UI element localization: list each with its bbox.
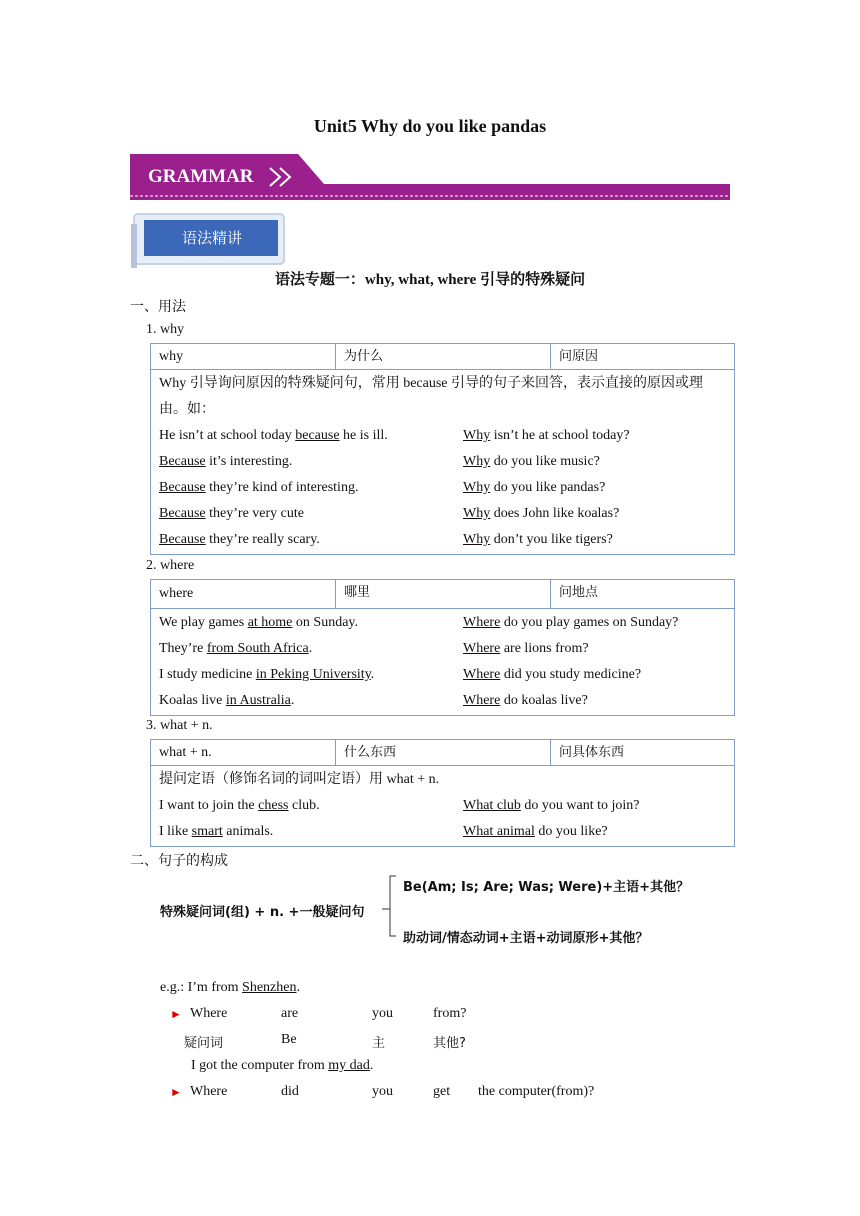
what-number: 3. what + n. <box>146 718 213 733</box>
question-word: Why <box>463 454 491 469</box>
question-sentence <box>463 636 589 662</box>
breakdown-1-wh: Where <box>190 1006 228 1021</box>
question-sentence <box>463 501 619 527</box>
question-word: Where <box>463 615 501 630</box>
what-header-word: what + n. <box>151 740 336 766</box>
answer-sentence <box>159 819 463 845</box>
question-rest: do you like music? <box>490 454 600 469</box>
example-1-pre: e.g.: I’m from <box>160 980 243 995</box>
question-sentence <box>463 793 640 819</box>
example-1 <box>160 980 300 996</box>
answer-underlined: at home <box>247 615 293 630</box>
question-word: What animal <box>463 824 535 839</box>
question-sentence <box>463 610 678 636</box>
formula-bottom: 助动词/情态动词+主语+动词原形+其他？ <box>403 931 649 946</box>
why-example-rows <box>159 423 726 553</box>
answer-underlined: from South Africa <box>206 641 309 656</box>
formula-left: 特殊疑问词(组) + n. +一般疑问句 <box>160 905 365 920</box>
question-rest: are lions from? <box>500 641 589 656</box>
example-row <box>159 688 726 714</box>
answer-sentence <box>159 475 463 501</box>
answer-post: club. <box>288 798 320 813</box>
answer-post: it’s interesting. <box>205 454 293 469</box>
topic-heading: 语法专题一：why, what, where 引导的特殊疑问 <box>274 272 586 288</box>
what-header-usage: 问具体东西 <box>551 740 735 766</box>
example-2-pre: I got the computer from <box>191 1058 329 1073</box>
where-example-rows <box>159 610 726 714</box>
example-row <box>159 501 726 527</box>
question-word: Where <box>463 667 501 682</box>
question-rest: do you play games on Sunday? <box>500 615 679 630</box>
breakdown-label-be: Be <box>281 1032 297 1047</box>
answer-sentence <box>159 610 463 636</box>
where-number: 2. where <box>146 558 195 573</box>
breakdown-label-subject: 主 <box>372 1036 386 1051</box>
answer-pre: We play games <box>159 615 248 630</box>
question-rest: do you want to join? <box>520 798 640 813</box>
question-rest: do you like? <box>534 824 608 839</box>
example-2-post: . <box>369 1058 374 1073</box>
question-rest: isn’t he at school today? <box>490 428 630 443</box>
question-sentence <box>463 423 630 449</box>
breakdown-2-verb: get <box>433 1084 451 1099</box>
question-word: Why <box>463 532 491 547</box>
why-number: 1. why <box>146 322 185 337</box>
bullet-arrow-icon: ► <box>170 1007 182 1021</box>
example-row <box>159 449 726 475</box>
breakdown-1-be: are <box>281 1006 299 1021</box>
question-sentence <box>463 688 588 714</box>
answer-underlined: smart <box>191 824 223 839</box>
question-rest: does John like koalas? <box>490 506 620 521</box>
breakdown-2-rest: the computer(from)? <box>478 1084 595 1099</box>
why-header-row <box>151 344 735 370</box>
why-table <box>150 343 735 555</box>
answer-underlined: Because <box>159 480 206 495</box>
answer-pre: They’re <box>159 641 207 656</box>
breakdown-2-wh: Where <box>190 1084 228 1099</box>
answer-underlined: chess <box>258 798 289 813</box>
question-word: Where <box>463 641 501 656</box>
answer-underlined: Because <box>159 532 206 547</box>
why-header-meaning: 为什么 <box>336 344 551 370</box>
question-rest: did you study medicine? <box>500 667 642 682</box>
answer-post: . <box>370 667 375 682</box>
question-word: Why <box>463 428 491 443</box>
answer-underlined: Because <box>159 506 206 521</box>
question-sentence <box>463 819 608 845</box>
why-header-word: why <box>151 344 336 370</box>
breakdown-1-subject: you <box>372 1006 393 1021</box>
answer-pre: Koalas live <box>159 693 226 708</box>
question-sentence <box>463 475 605 501</box>
what-header-meaning: 什么东西 <box>336 740 551 766</box>
question-word: Where <box>463 693 501 708</box>
example-row <box>159 636 726 662</box>
example-2 <box>191 1058 373 1074</box>
question-word: What club <box>463 798 521 813</box>
formula-top: Be(Am; Is; Are; Was; Were)+主语+其他？ <box>403 880 690 895</box>
what-description: 提问定语（修饰名词的词叫定语）用 what + n. <box>159 772 440 787</box>
answer-post: . <box>290 693 295 708</box>
why-header-usage: 问原因 <box>551 344 735 370</box>
section1-heading: 一、用法 <box>130 299 186 315</box>
what-example-rows <box>159 793 726 845</box>
breakdown-2-subject: you <box>372 1084 393 1099</box>
answer-sentence <box>159 449 463 475</box>
answer-sentence <box>159 501 463 527</box>
answer-pre: I like <box>159 824 192 839</box>
grammar-banner-label: GRAMMAR <box>148 166 254 187</box>
answer-post: they’re very cute <box>205 506 304 521</box>
page-title: Unit5 Why do you like pandas <box>313 116 547 136</box>
answer-post: . <box>308 641 313 656</box>
answer-post: they’re really scary. <box>205 532 320 547</box>
badge-label: 语法精讲 <box>181 229 242 247</box>
answer-sentence <box>159 662 463 688</box>
question-sentence <box>463 449 600 475</box>
question-sentence <box>463 662 641 688</box>
answer-underlined: in Peking University <box>255 667 371 682</box>
answer-sentence <box>159 423 463 449</box>
example-2-underlined: my dad <box>328 1058 370 1073</box>
example-row <box>159 423 726 449</box>
breakdown-1-rest: from? <box>433 1006 467 1021</box>
answer-pre: I want to join the <box>159 798 259 813</box>
example-1-post: . <box>296 980 300 995</box>
answer-sentence <box>159 527 463 553</box>
answer-post: on Sunday. <box>292 615 358 630</box>
answer-sentence <box>159 688 463 714</box>
where-header-meaning: 哪里 <box>336 580 551 609</box>
answer-sentence <box>159 793 463 819</box>
answer-pre: I study medicine <box>159 667 256 682</box>
answer-post: animals. <box>222 824 274 839</box>
breakdown-2-aux: did <box>281 1084 299 1099</box>
question-rest: do you like pandas? <box>490 480 606 495</box>
question-sentence <box>463 527 613 553</box>
example-row <box>159 819 726 845</box>
where-header-word: where <box>151 580 336 609</box>
where-table <box>150 579 735 716</box>
example-row <box>159 610 726 636</box>
formula-brace <box>382 872 398 944</box>
answer-post: they’re kind of interesting. <box>205 480 359 495</box>
example-row <box>159 662 726 688</box>
answer-pre: He isn’t at school today <box>159 428 296 443</box>
question-word: Why <box>463 480 491 495</box>
bullet-arrow-icon: ► <box>170 1085 182 1099</box>
section2-heading: 二、句子的构成 <box>130 853 228 869</box>
example-1-underlined: Shenzhen <box>242 980 297 995</box>
question-word: Why <box>463 506 491 521</box>
breakdown-label-rest: 其他? <box>433 1036 466 1051</box>
where-header-row <box>151 580 735 609</box>
answer-underlined: Because <box>159 454 206 469</box>
question-rest: don’t you like tigers? <box>490 532 613 547</box>
answer-sentence <box>159 636 463 662</box>
what-table <box>150 739 735 847</box>
answer-underlined: in Australia <box>225 693 291 708</box>
example-row <box>159 527 726 553</box>
question-rest: do koalas live? <box>500 693 588 708</box>
example-row <box>159 475 726 501</box>
example-row <box>159 793 726 819</box>
answer-underlined: because <box>295 428 340 443</box>
why-description: Why 引导询问原因的特殊疑问句，常用 because 引导的句子来回答，表示直接的原因或理由。如： <box>159 376 704 417</box>
what-header-row <box>151 740 735 766</box>
breakdown-label-wh: 疑问词 <box>184 1036 224 1051</box>
where-header-usage: 问地点 <box>551 580 735 609</box>
answer-post: he is ill. <box>339 428 388 443</box>
